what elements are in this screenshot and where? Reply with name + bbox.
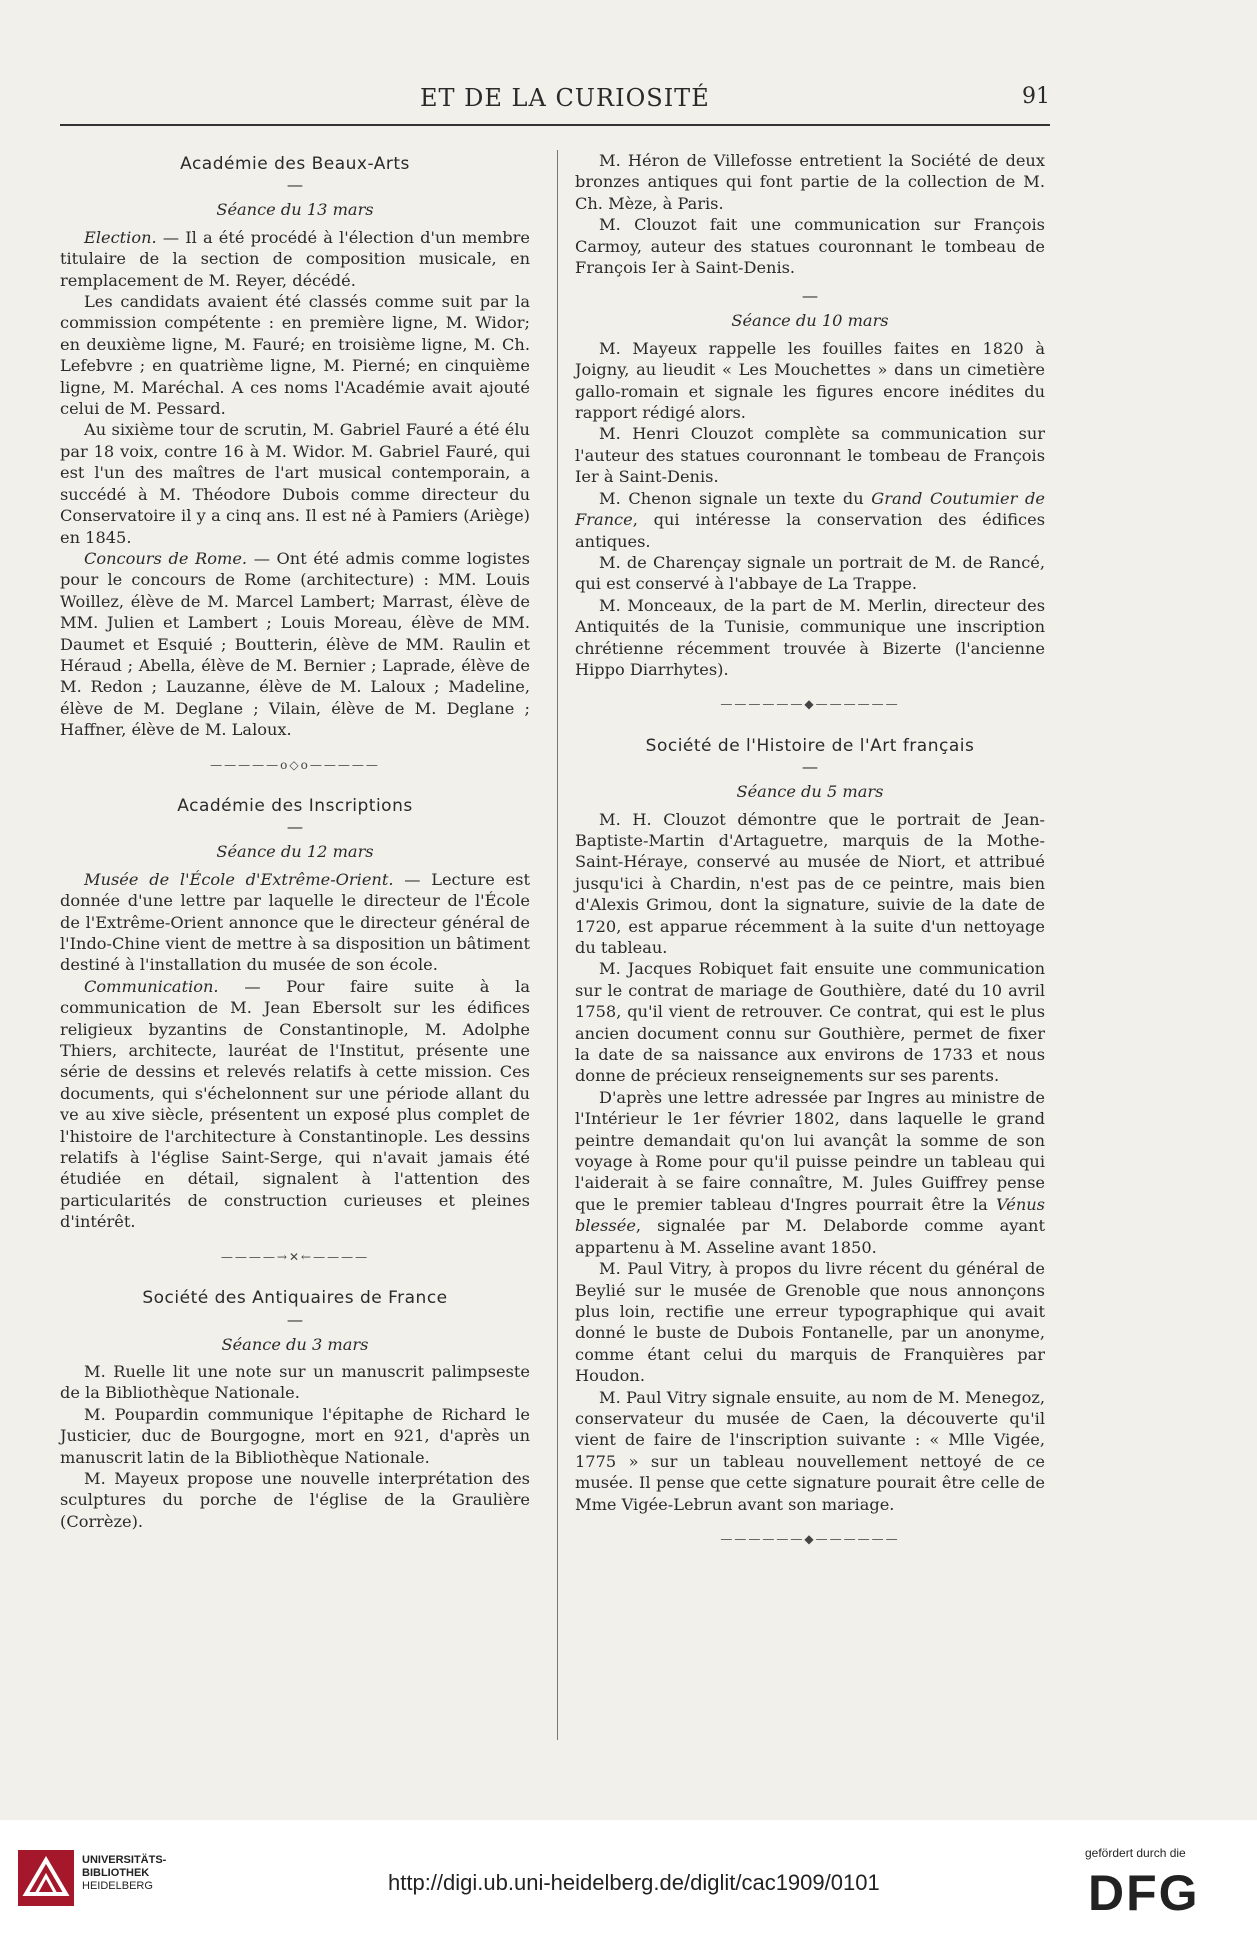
- paragraph: M. Paul Vitry signale ensuite, au nom de M. Menegoz, conservateur du musée de Caen, la découverte qu'il vient de faire de l'inscription suivante : « Mlle Vigée, 1775 » sur un tableau nouvellement nettoyé de ce musée. Il pense que cette signature pourait être celle de Mme Vigée-Lebrun avant son mariage.: [575, 1387, 1045, 1514]
- library-name-line: BIBLIOTHEK: [82, 1867, 150, 1879]
- title-dash: —: [801, 757, 819, 777]
- library-name-line: UNIVERSITÄTS-: [82, 1854, 167, 1866]
- dfg-logo: DFG: [1088, 1865, 1200, 1921]
- paragraph: M. H. Clouzot démontre que le portrait de Jean-Baptiste-Martin d'Artaguetre, marquis de la Mothe-Saint-Héraye, conservé au musée de Niort, et attribué jusqu'ici à Chardin, n'est pas de ce peintre, mais bien d'Alexis Grimou, dont la signature, suivie de la date de 1720, est apparue récemment à la suite d'un nettoyage du tableau.: [575, 809, 1045, 957]
- paragraph-text: M. Chenon signale un texte du: [599, 488, 872, 508]
- running-header: [60, 84, 1050, 118]
- session-date: Séance du 5 mars: [736, 782, 884, 802]
- paragraph-emphasis: Vénus blessée: [575, 1194, 1045, 1236]
- paragraph: M. Héron de Villefosse entretient la Société de deux bronzes antiques qui font partie de la collection de M. Ch. Mèze, à Paris.: [575, 151, 1045, 213]
- title-dash: —: [801, 286, 819, 306]
- column-divider: [557, 150, 558, 1740]
- title-dash: —: [286, 1309, 304, 1329]
- title-dash: —: [286, 817, 304, 837]
- paragraph: M. Mayeux propose une nouvelle interprétation des sculptures du porche de l'église de la Graulière (Corrèze).: [60, 1468, 530, 1531]
- paragraph: M. Monceaux, de la part de M. Merlin, directeur des Antiquités de la Tunisie, communique une inscription chrétienne récemment trouvée à Bizerte (l'ancienne Hippo Diarrhytes).: [575, 595, 1045, 679]
- header-title: ET DE LA CURIOSITÉ: [420, 84, 710, 112]
- ornament-divider: ——————◆——————: [720, 1531, 900, 1546]
- paragraph: M. Poupardin communique l'épitaphe de Richard le Justicier, duc de Bourgogne, mort en 921, d'après un manuscrit latin de la Bibliothèque Nationale.: [60, 1404, 530, 1467]
- paragraph: [60, 869, 530, 976]
- paragraph: [575, 488, 1045, 552]
- paragraph-label: Concours de Rome.: [84, 548, 248, 568]
- paragraph: M. Ruelle lit une note sur un manuscrit palimpseste de la Bibliothèque Nationale.: [60, 1361, 530, 1403]
- paragraph: M. de Charençay signale un portrait de M. de Rancé, qui est conservé à l'abbaye de La Trappe.: [575, 552, 1045, 594]
- ornament-divider: ——————◆——————: [720, 697, 900, 712]
- paragraph: [60, 548, 530, 741]
- paragraph-text: D'après une lettre adressée par Ingres au ministre de l'Intérieur le 1er février 1802, dans laquelle le grand peintre demandait qu'on lui avançât la somme de son voyage à Rome pour qu'il puisse peindre un tableau qui l'aiderait à se faire connaître, M. Jules Guiffrey pense que le premier tableau d'Ingres pourrait être la: [575, 1087, 1045, 1214]
- section-title-antiquaires: Société des Antiquaires de France: [142, 1288, 448, 1309]
- paragraph: [60, 976, 530, 1233]
- paragraph-label: Election.: [84, 227, 157, 247]
- page-number: 91: [1022, 84, 1050, 109]
- paragraph: Les candidats avaient été classés comme suit par la commission compétente : en première ligne, M. Widor; en deuxième ligne, M. Fauré; en troisième ligne, M. Ch. Lefebvre ; en quatrième ligne, M. Pierné; en cinquième ligne, M. Maréchal. A ces noms l'Académie avait ajouté celui de M. Pessard.: [60, 292, 530, 419]
- paragraph: M. Paul Vitry, à propos du livre récent du général de Beylié sur le musée de Grenoble que nous annonçons plus loin, rectifie une erreur typographique qui avait donné le buste de Dubois Fontanelle, par un anonyme, comme étant celui du marquis de Franquières par Houdon.: [575, 1259, 1045, 1386]
- paragraph: M. Mayeux rappelle les fouilles faites en 1820 à Joigny, au lieudit « Les Mouchettes » dans un cimetière gallo-romain et signale les figures encore inédites du rapport rédigé alors.: [575, 338, 1045, 423]
- paragraph-text: — Lecture est donnée d'une lettre par laquelle le directeur de l'École de l'Extrême-Orient annonce que le directeur général de l'Indo-Chine vient de mettre à sa disposition un bâtiment destiné à l'installation du musée de son école.: [60, 869, 530, 975]
- library-name-line: HEIDELBERG: [82, 1880, 153, 1892]
- ornament-divider: —————o◇o—————: [210, 757, 380, 772]
- paragraph-text: — Ont été admis comme logistes pour le concours de Rome (architecture) : MM. Louis Woillez, élève de M. Marcel Lambert; Marrast, élève de MM. Julien et Lambert ; Louis Moreau, élève de MM. Daumet et Esquié ; Boutterin, élève de MM. Raulin et Héraud ; Abella, élève de M. Bernier ; Laprade, élève de M. Redon ; Lauzanne, élève de M. Laloux ; Madeline, élève de M. Deglane ; Vilain, élève de M. Deglane ; Haffner, élève de M. Laloux.: [60, 548, 530, 740]
- paragraph-text: , signalée par M. Delaborde comme ayant appartenu à M. Asseline avant 1850.: [575, 1216, 1045, 1257]
- header-rule: [60, 124, 1050, 126]
- section-title-histoire-art: Société de l'Histoire de l'Art français: [645, 735, 975, 756]
- paragraph: M. Clouzot fait une communication sur François Carmoy, auteur des statues couronnant le tombeau de François Ier à Saint-Denis.: [575, 215, 1045, 278]
- ornament-divider: ————→✕←————: [220, 1249, 370, 1264]
- paragraph-emphasis: Grand Coutumier de France: [575, 488, 1045, 530]
- library-name: [82, 1854, 166, 1893]
- paragraph: [60, 227, 530, 291]
- paragraph-text: — Pour faire suite à la communication de M. Jean Ebersolt sur les édifices religieux byzantins de Constantinople, M. Adolphe Thiers, architecte, lauréat de l'Institut, présente une série de dessins et relevés relatifs à cette mission. Ces documents, qui s'échelonnent sur une période allant du ve au xive siècle, présentent un exposé plus complet de l'histoire de l'architecture à Constantinople. Les dessins relatifs à l'église Saint-Serge, qui n'avait jamais été étudiée en détail, signalent à l'attention des particularités de construction curieuses et pleines d'intérêt.: [60, 976, 530, 1232]
- digitization-footer: [0, 1820, 1257, 1937]
- left-column: [60, 150, 530, 1532]
- title-dash: —: [286, 175, 304, 195]
- paragraph-label: Musée de l'École d'Extrême-Orient.: [84, 869, 394, 889]
- section-title-inscriptions: Académie des Inscriptions: [177, 795, 413, 816]
- funding-label: gefördert durch die: [1085, 1846, 1186, 1860]
- paragraph: M. Jacques Robiquet fait ensuite une communication sur le contrat de mariage de Gouthière, daté du 10 avril 1758, qu'il vient de retrouver. Ce contrat, qui est le plus ancien document connu sur Gouthière, permet de fixer la date de sa naissance aux environs de 1733 et nous donne de précieux renseignements sur ses parents.: [575, 959, 1045, 1086]
- paragraph-text: — Il a été procédé à l'élection d'un membre titulaire de la section de composition musicale, en remplacement de M. Reyer, décédé.: [60, 227, 530, 290]
- source-url-link[interactable]: http://digi.ub.uni-heidelberg.de/diglit/cac1909/0101: [388, 1870, 880, 1895]
- paragraph: Au sixième tour de scrutin, M. Gabriel Fauré a été élu par 18 voix, contre 16 à M. Widor. M. Gabriel Fauré, qui est l'un des maîtres de l'art musical contemporain, a succédé à M. Théodore Dubois comme directeur du Conservatoire il y a cinq ans. Il est né à Pamiers (Ariège) en 1845.: [60, 420, 530, 547]
- right-column: [575, 150, 1045, 1570]
- paragraph: [575, 1087, 1045, 1258]
- session-date: Séance du 12 mars: [216, 842, 374, 862]
- session-date: Séance du 13 mars: [216, 200, 374, 220]
- paragraph: M. Henri Clouzot complète sa communication sur l'auteur des statues couronnant le tombeau de François Ier à Saint-Denis.: [575, 424, 1045, 487]
- session-date: Séance du 3 mars: [221, 1334, 369, 1354]
- university-library-logo-icon: [18, 1850, 74, 1906]
- paragraph-text: , qui intéresse la conservation des édifices antiques.: [575, 510, 1045, 551]
- section-title-beaux-arts: Académie des Beaux-Arts: [180, 154, 410, 174]
- session-date: Séance du 10 mars: [731, 311, 889, 331]
- paragraph-label: Communication.: [84, 976, 219, 996]
